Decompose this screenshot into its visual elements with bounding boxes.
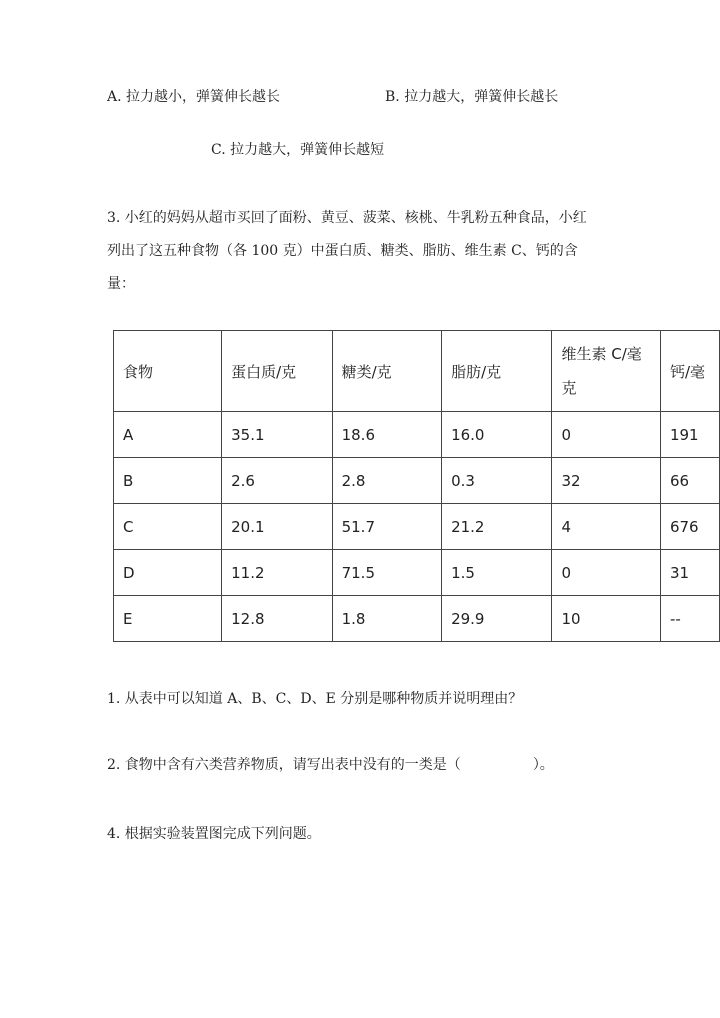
table-cell: E (114, 596, 222, 642)
table-header-row (114, 331, 720, 412)
table-cell: -- (660, 596, 719, 642)
table-cell: 35.1 (222, 412, 332, 458)
option-b: B. 拉力越大，弹簧伸长越长 (385, 89, 559, 105)
sub-question-2-suffix: ）。 (532, 757, 554, 773)
question-4: 4. 根据实验装置图完成下列问题。 (107, 826, 321, 842)
table-cell: 2.8 (332, 458, 441, 504)
table-cell: 1.8 (332, 596, 441, 642)
header-cell: 维生素 C/毫克 (552, 331, 661, 412)
table-cell: 0 (552, 550, 661, 596)
table-cell: 4 (552, 504, 661, 550)
table-cell: B (114, 458, 222, 504)
table-cell: 0 (552, 412, 661, 458)
table-cell: 10 (552, 596, 661, 642)
table-cell: 18.6 (332, 412, 441, 458)
table-cell: 31 (660, 550, 719, 596)
table-cell: 676 (660, 504, 719, 550)
table-cell: D (114, 550, 222, 596)
question-3-line-2: 列出了这五种食物（各 100 克）中蛋白质、糖类、脂肪、维生素 C、钙的含 (107, 243, 578, 259)
table-cell: 11.2 (222, 550, 332, 596)
header-cell: 糖类/克 (332, 331, 441, 412)
table-cell: 32 (552, 458, 661, 504)
table-row (114, 412, 720, 458)
table-cell: 21.2 (442, 504, 552, 550)
nutrition-table (113, 330, 720, 642)
table-row (114, 550, 720, 596)
table-row (114, 458, 720, 504)
sub-question-2-prefix: 2. 食物中含有六类营养物质，请写出表中没有的一类是（ (107, 757, 461, 773)
table-cell: 29.9 (442, 596, 552, 642)
option-c: C. 拉力越大，弹簧伸长越短 (211, 142, 385, 158)
table-cell: 2.6 (222, 458, 332, 504)
sub-question-1: 1. 从表中可以知道 A、B、C、D、E 分别是哪种物质并说明理由？ (107, 691, 523, 707)
table-cell: 51.7 (332, 504, 441, 550)
table-cell: C (114, 504, 222, 550)
header-cell: 脂肪/克 (442, 331, 552, 412)
table-cell: 191 (660, 412, 719, 458)
table-cell: 0.3 (442, 458, 552, 504)
option-a: A. 拉力越小，弹簧伸长越长 (107, 89, 281, 105)
table-cell: 16.0 (442, 412, 552, 458)
question-3-line-1: 3. 小红的妈妈从超市买回了面粉、黄豆、菠菜、核桃、牛乳粉五种食品，小红 (107, 210, 587, 226)
table-cell: A (114, 412, 222, 458)
table-row (114, 596, 720, 642)
header-cell: 蛋白质/克 (222, 331, 332, 412)
table-cell: 71.5 (332, 550, 441, 596)
table-row (114, 504, 720, 550)
header-cell: 钙/毫 (660, 331, 719, 412)
header-cell: 食物 (114, 331, 222, 412)
table-cell: 12.8 (222, 596, 332, 642)
sub-question-2 (107, 754, 554, 774)
question-3-line-3: 量： (107, 276, 135, 292)
table-cell: 66 (660, 458, 719, 504)
table-cell: 20.1 (222, 504, 332, 550)
table-cell: 1.5 (442, 550, 552, 596)
